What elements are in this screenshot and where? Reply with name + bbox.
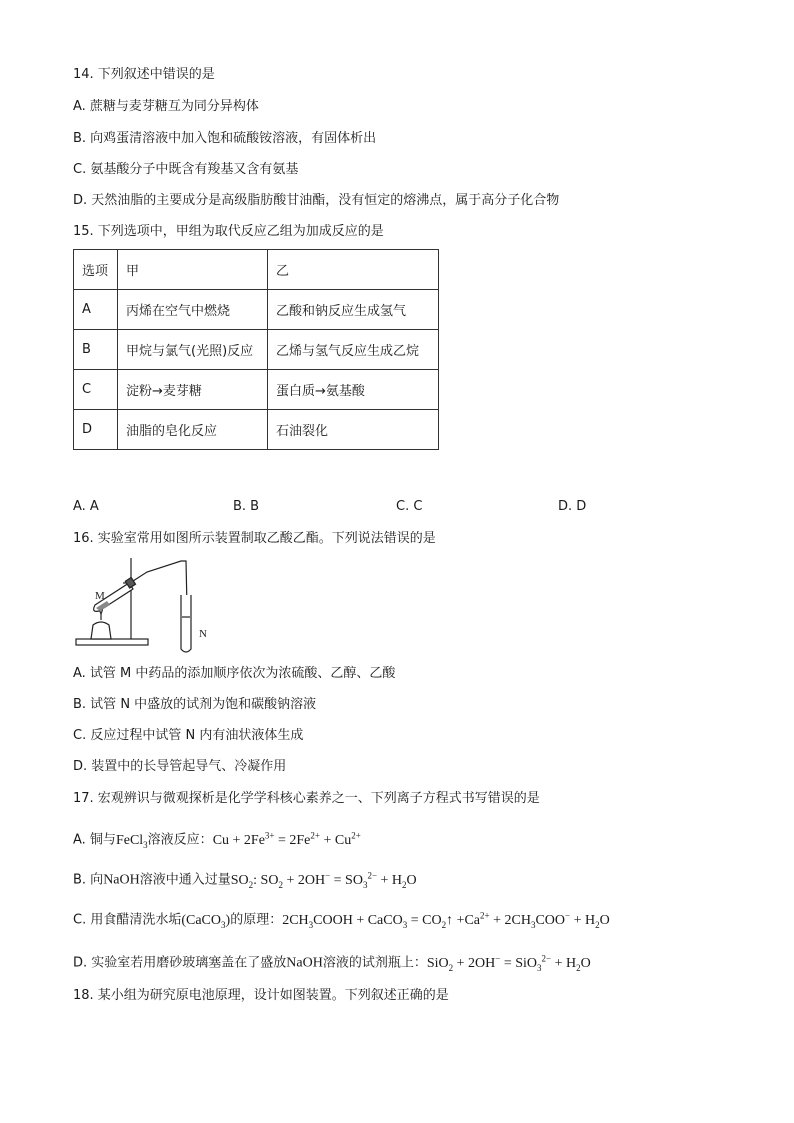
q14-option-a: A. 蔗糖与麦芽糖互为同分异构体 [73,99,259,114]
q14-stem: 14. 下列叙述中错误的是 [73,67,215,82]
table-header-cell: 甲 [118,250,268,290]
q14-option-b: B. 向鸡蛋清溶液中加入饱和硫酸铵溶液，有固体析出 [73,131,377,146]
table-cell: 淀粉→麦芽糖 [118,370,268,410]
table-cell: 乙烯与氢气反应生成乙烷 [268,330,439,370]
table-header-cell: 乙 [268,250,439,290]
q17-stem: 17. 宏观辨识与微观探析是化学学科核心素养之一、下列离子方程式书写错误的是 [73,791,540,806]
ionic-equation: $SiO_2 + 2OH^- = SiO_3^{2-} + H_2O$ [426,953,591,973]
table-cell: 甲烷与氯气(光照)反应 [118,330,268,370]
table-cell: 乙酸和钠反应生成氢气 [268,290,439,330]
table-row [74,290,439,330]
table-header-cell: 选项 [74,250,118,290]
ionic-equation: : $SO_2 + 2OH^- = SO_3^{2-} + H_2O$ [253,870,417,890]
test-tube-n [181,595,191,652]
table-cell: 油脂的皂化反应 [118,410,268,450]
naoh-formula: NaOH [286,955,323,971]
ionic-equation: $Cu + 2Fe^{3+} = 2Fe^{2+} + Cu^{2+}$ [212,830,361,848]
table-cell: B [74,330,118,370]
stand-base [76,639,148,645]
option-label: C. 用食醋清洗水垢 [73,912,182,928]
q15-option-b: B. B [233,499,260,514]
q16-stem: 16. 实验室常用如图所示装置制取乙酸乙酯。下列说法错误的是 [73,531,436,546]
q16-option-c: C. 反应过程中试管 N 内有油状液体生成 [73,728,304,743]
table-cell: A [74,290,118,330]
table-cell: C [74,370,118,410]
q17-option-d [73,949,591,976]
q14-option-c: C. 氨基酸分子中既含有羧基又含有氨基 [73,162,299,177]
option-text: 溶液中通入过量 [139,872,231,888]
q17-option-a [73,826,361,853]
q15-option-c: C. C [396,499,423,514]
ionic-equation: $2CH_3COOH$ + CaCO$_3$ = $CO_2↑ +Ca^{2+} + 2CH_3COO^- + H_2O$ [282,910,610,930]
table-cell: 丙烯在空气中燃烧 [118,290,268,330]
so2-formula: $SO_2$ [230,872,254,890]
table-cell: D [74,410,118,450]
table-cell: 石油裂化 [268,410,439,450]
option-label: B. 向 [73,872,104,888]
delivery-tube [133,561,187,607]
table-row [74,330,439,370]
option-label: D. 实验室若用磨砂玻璃塞盖在了盛放 [73,955,287,971]
q16-option-b: B. 试管 N 中盛放的试剂为饱和碳酸钠溶液 [73,697,317,712]
table-cell: 蛋白质→氨基酸 [268,370,439,410]
table-header-row [74,250,439,290]
table-row [74,370,439,410]
option-text: 的原理： [230,912,283,928]
q15-option-d: D. D [558,499,587,514]
option-text: 溶液的试剂瓶上： [322,955,427,971]
q15-table [73,249,439,450]
q16-option-d: D. 装置中的长导管起导气、冷凝作用 [73,759,287,774]
q18-stem: 18. 某小组为研究原电池原理，设计如图装置。下列叙述正确的是 [73,988,449,1003]
q14-option-d: D. 天然油脂的主要成分是高级脂肪酸甘油酯，没有恒定的熔沸点，属于高分子化合物 [73,193,560,208]
naoh-formula: NaOH [103,872,140,888]
alcohol-lamp [91,622,111,639]
option-label: A. 铜与 [73,832,116,848]
label-n: N [199,628,207,640]
q15-stem: 15. 下列选项中，甲组为取代反应乙组为加成反应的是 [73,224,384,239]
q17-option-b [73,866,417,893]
ester-apparatus-figure [73,553,223,653]
q17-option-c [73,906,610,933]
table-row [74,410,439,450]
caco3-formula: (CaCO$_3$) [181,912,231,930]
option-text: 溶液反应： [147,832,213,848]
reagent-formula: FeCl$_3$ [115,832,148,850]
q16-option-a: A. 试管 M 中药品的添加顺序依次为浓硫酸、乙醇、乙酸 [73,666,396,681]
q15-option-a: A. A [73,499,99,514]
label-m: M [95,590,105,602]
